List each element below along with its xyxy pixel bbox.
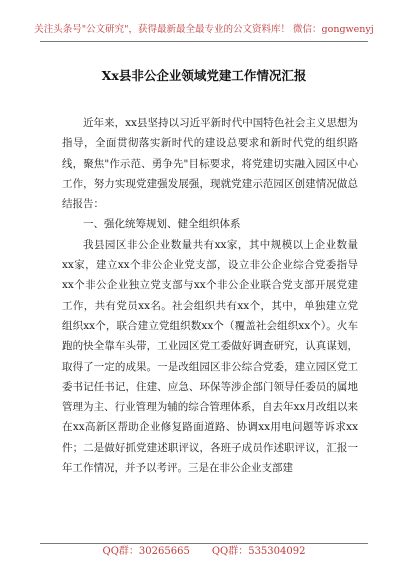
footer-note [0,545,408,558]
footer-qq-group-2: QQ群：535304092 [211,546,306,557]
body-paragraph: 我县园区非公企业数量共有xx家，其中规模以上企业数量xx家，建立xx个非公企业党支部，设立非公企业综合党委指导xx个非公企业独立党支部与xx个非公企业联合党支部开展党建工作，共有党员xx名。社会组织共有xx个，其中，单独建立党组织xx个，联合建立党组织数xx个（覆盖社会组织xx个）。火车跑的快全靠车头带，工业园区党工委做好调查研究，认真谋划，取得了一定的成果。一是改组园区非公综合党委，建立园区党工委书记任书记，住建、应急、环保等涉企部门领导任委员的属地管理为主、行业管理为辅的综合管理体系，自去年xx月改组以来在xx高新区帮助企业修复路面道路、协调xx用电问题等诉求xx件；二是做好抓党建述职评议，各班子成员作述职评议，汇报一年工作情况，并予以考评。三是在非公企业支部建 [62,238,358,475]
document-body [62,113,358,478]
section-heading: 一、强化统筹规划、健全组织体系 [83,218,241,231]
footer-divider [40,543,368,544]
body-paragraph: 近年来，xx县坚持以习近平新时代中国特色社会主义思想为指导，全面贯彻落实新时代的建设总要求和新时代党的组织路线，聚焦"作示范、勇争先"目标要求，将党建切实融入园区中心工作，努力实现党建强发展强，现就党建示范园区创建情况做总结报告： [62,117,358,211]
header-divider [40,41,368,42]
header-note: 关注头条号"公文研究"，获得最新最全最专业的公文资料库！ 微信：gongwenyj [34,24,374,35]
footer-qq-group-1: QQ群：30265665 [102,546,190,557]
document-title: Xx县非公企业领域党建工作情况汇报 [101,68,307,83]
